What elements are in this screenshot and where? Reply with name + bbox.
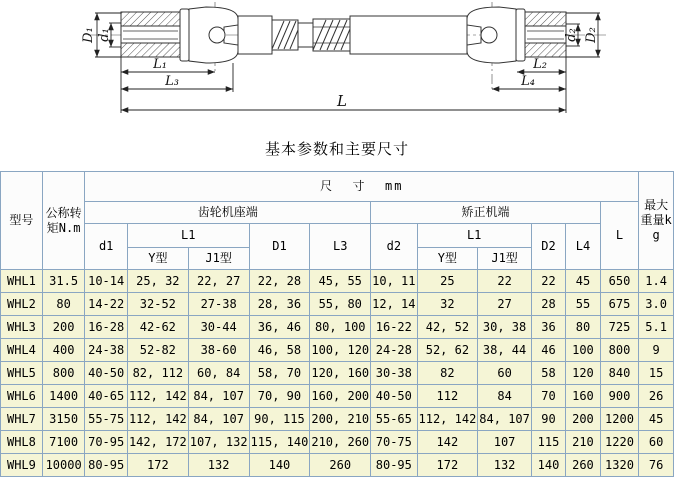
value-cell: 26 — [639, 385, 674, 408]
value-cell: 115, 140 — [249, 431, 310, 454]
value-cell: 7100 — [42, 431, 85, 454]
value-cell: 30, 38 — [478, 316, 532, 339]
value-cell: 46 — [531, 339, 565, 362]
header-d1: d1 — [85, 224, 128, 270]
value-cell: 22, 27 — [188, 270, 249, 293]
value-cell: 24-28 — [371, 339, 417, 362]
model-cell: WHL9 — [1, 454, 43, 477]
value-cell: 9 — [639, 339, 674, 362]
value-cell: 36, 46 — [249, 316, 310, 339]
value-cell: 172 — [417, 454, 478, 477]
header-D1: D1 — [249, 224, 310, 270]
dim-label-d2: d₂ — [564, 28, 579, 42]
value-cell: 70 — [531, 385, 565, 408]
right-hub — [525, 12, 566, 57]
value-cell: 1400 — [42, 385, 85, 408]
value-cell: 107, 132 — [188, 431, 249, 454]
value-cell: 3150 — [42, 408, 85, 431]
value-cell: 84 — [478, 385, 532, 408]
header-y-type-b: Y型 — [417, 248, 478, 270]
value-cell: 76 — [639, 454, 674, 477]
value-cell: 140 — [249, 454, 310, 477]
value-cell: 82 — [417, 362, 478, 385]
dim-label-L4: L₄ — [521, 74, 535, 89]
value-cell: 260 — [566, 454, 601, 477]
table-row — [1, 316, 674, 339]
value-cell: 80 — [566, 316, 601, 339]
value-cell: 112, 142 — [417, 408, 478, 431]
header-L4: L4 — [566, 224, 601, 270]
value-cell: 260 — [310, 454, 371, 477]
table-row — [1, 362, 674, 385]
value-cell: 800 — [600, 339, 638, 362]
header-straightener-end: 矫正机端 — [371, 202, 601, 224]
value-cell: 25 — [417, 270, 478, 293]
value-cell: 200, 210 — [310, 408, 371, 431]
value-cell: 112 — [417, 385, 478, 408]
value-cell: 107 — [478, 431, 532, 454]
spline-section-a — [272, 20, 298, 50]
value-cell: 115 — [531, 431, 565, 454]
value-cell: 1320 — [600, 454, 638, 477]
value-cell: 210 — [566, 431, 601, 454]
dim-label-L2: L₂ — [533, 57, 547, 72]
table-row — [1, 339, 674, 362]
model-cell: WHL3 — [1, 316, 43, 339]
header-gear-end: 齿轮机座端 — [85, 202, 371, 224]
value-cell: 80, 100 — [310, 316, 371, 339]
value-cell: 84, 107 — [188, 385, 249, 408]
value-cell: 36 — [531, 316, 565, 339]
value-cell: 16-28 — [85, 316, 128, 339]
table-row — [1, 454, 674, 477]
left-cross-pin — [209, 27, 225, 43]
header-D2: D2 — [531, 224, 565, 270]
value-cell: 15 — [639, 362, 674, 385]
value-cell: 80-95 — [85, 454, 128, 477]
value-cell: 38, 44 — [478, 339, 532, 362]
table-row — [1, 431, 674, 454]
model-cell: WHL7 — [1, 408, 43, 431]
value-cell: 55 — [566, 293, 601, 316]
spline-section-b — [313, 19, 350, 51]
value-cell: 70-75 — [371, 431, 417, 454]
value-cell: 142, 172 — [127, 431, 188, 454]
value-cell: 24-38 — [85, 339, 128, 362]
value-cell: 800 — [42, 362, 85, 385]
value-cell: 84, 107 — [478, 408, 532, 431]
value-cell: 1200 — [600, 408, 638, 431]
table-row — [1, 293, 674, 316]
value-cell: 45 — [639, 408, 674, 431]
value-cell: 900 — [600, 385, 638, 408]
dim-label-L3: L₃ — [165, 74, 179, 89]
value-cell: 1.4 — [639, 270, 674, 293]
value-cell: 55, 80 — [310, 293, 371, 316]
value-cell: 82, 112 — [127, 362, 188, 385]
value-cell: 58 — [531, 362, 565, 385]
model-cell: WHL2 — [1, 293, 43, 316]
value-cell: 40-50 — [85, 362, 128, 385]
value-cell: 725 — [600, 316, 638, 339]
value-cell: 650 — [600, 270, 638, 293]
value-cell: 142 — [417, 431, 478, 454]
value-cell: 30-44 — [188, 316, 249, 339]
value-cell: 200 — [42, 316, 85, 339]
value-cell: 90, 115 — [249, 408, 310, 431]
value-cell: 58, 70 — [249, 362, 310, 385]
value-cell: 10, 11 — [371, 270, 417, 293]
value-cell: 25, 32 — [127, 270, 188, 293]
value-cell: 112, 142 — [127, 408, 188, 431]
header-model: 型号 — [1, 172, 43, 270]
value-cell: 55-65 — [371, 408, 417, 431]
table-row — [1, 385, 674, 408]
value-cell: 45, 55 — [310, 270, 371, 293]
universal-joint-shaft-drawing — [0, 0, 674, 126]
header-L1: L1 — [127, 224, 249, 248]
left-hub — [121, 12, 180, 57]
value-cell: 22 — [531, 270, 565, 293]
header-L1b: L1 — [417, 224, 531, 248]
value-cell: 1220 — [600, 431, 638, 454]
value-cell: 10000 — [42, 454, 85, 477]
header-L3: L3 — [310, 224, 371, 270]
value-cell: 100, 120 — [310, 339, 371, 362]
value-cell: 60 — [478, 362, 532, 385]
model-cell: WHL5 — [1, 362, 43, 385]
value-cell: 120 — [566, 362, 601, 385]
value-cell: 40-50 — [371, 385, 417, 408]
header-torque: 公称转矩N.m — [42, 172, 85, 270]
value-cell: 70-95 — [85, 431, 128, 454]
parameters-table — [0, 171, 674, 477]
value-cell: 132 — [478, 454, 532, 477]
right-tube — [350, 16, 467, 54]
value-cell: 60, 84 — [188, 362, 249, 385]
value-cell: 22, 28 — [249, 270, 310, 293]
page-title: 基本参数和主要尺寸 — [264, 140, 409, 158]
value-cell: 90 — [531, 408, 565, 431]
value-cell: 80 — [42, 293, 85, 316]
left-flange — [180, 9, 189, 61]
header-j1-type: J1型 — [188, 248, 249, 270]
value-cell: 140 — [531, 454, 565, 477]
value-cell: 14-22 — [85, 293, 128, 316]
model-cell: WHL4 — [1, 339, 43, 362]
value-cell: 52-82 — [127, 339, 188, 362]
value-cell: 132 — [188, 454, 249, 477]
value-cell: 46, 58 — [249, 339, 310, 362]
value-cell: 28 — [531, 293, 565, 316]
header-max-weight: 最大重量kg — [639, 172, 674, 270]
value-cell: 60 — [639, 431, 674, 454]
table-body — [1, 270, 674, 477]
value-cell: 160, 200 — [310, 385, 371, 408]
header-d2: d2 — [371, 224, 417, 270]
header-y-type: Y型 — [127, 248, 188, 270]
value-cell: 30-38 — [371, 362, 417, 385]
value-cell: 400 — [42, 339, 85, 362]
value-cell: 42, 52 — [417, 316, 478, 339]
value-cell: 28, 36 — [249, 293, 310, 316]
dim-label-d1: d₁ — [97, 28, 112, 42]
value-cell: 52, 62 — [417, 339, 478, 362]
value-cell: 12, 14 — [371, 293, 417, 316]
spline-collar — [298, 23, 313, 47]
value-cell: 84, 107 — [188, 408, 249, 431]
model-cell: WHL8 — [1, 431, 43, 454]
table-row — [1, 270, 674, 293]
value-cell: 70, 90 — [249, 385, 310, 408]
value-cell: 10-14 — [85, 270, 128, 293]
coupling-drawing-area — [0, 0, 674, 126]
value-cell: 840 — [600, 362, 638, 385]
value-cell: 172 — [127, 454, 188, 477]
value-cell: 32 — [417, 293, 478, 316]
value-cell: 16-22 — [371, 316, 417, 339]
value-cell: 38-60 — [188, 339, 249, 362]
value-cell: 27 — [478, 293, 532, 316]
value-cell: 42-62 — [127, 316, 188, 339]
value-cell: 100 — [566, 339, 601, 362]
dim-label-D2: D₂ — [584, 27, 599, 43]
value-cell: 32-52 — [127, 293, 188, 316]
value-cell: 31.5 — [42, 270, 85, 293]
table-row — [1, 408, 674, 431]
model-cell: WHL1 — [1, 270, 43, 293]
right-cross-pin — [481, 27, 497, 43]
header-L: L — [600, 202, 638, 270]
value-cell: 40-65 — [85, 385, 128, 408]
value-cell: 27-38 — [188, 293, 249, 316]
left-tube — [238, 16, 272, 54]
dim-label-L: L — [337, 92, 347, 110]
header-j1-type-b: J1型 — [478, 248, 532, 270]
value-cell: 112, 142 — [127, 385, 188, 408]
value-cell: 55-75 — [85, 408, 128, 431]
value-cell: 160 — [566, 385, 601, 408]
value-cell: 5.1 — [639, 316, 674, 339]
value-cell: 3.0 — [639, 293, 674, 316]
header-size-group: 尺 寸 mm — [85, 172, 639, 202]
value-cell: 80-95 — [371, 454, 417, 477]
dim-label-D1: D₁ — [81, 27, 96, 43]
model-cell: WHL6 — [1, 385, 43, 408]
value-cell: 200 — [566, 408, 601, 431]
right-flange — [516, 9, 525, 61]
value-cell: 120, 160 — [310, 362, 371, 385]
value-cell: 675 — [600, 293, 638, 316]
dim-label-L1: L₁ — [153, 57, 167, 72]
value-cell: 45 — [566, 270, 601, 293]
value-cell: 22 — [478, 270, 532, 293]
value-cell: 210, 260 — [310, 431, 371, 454]
